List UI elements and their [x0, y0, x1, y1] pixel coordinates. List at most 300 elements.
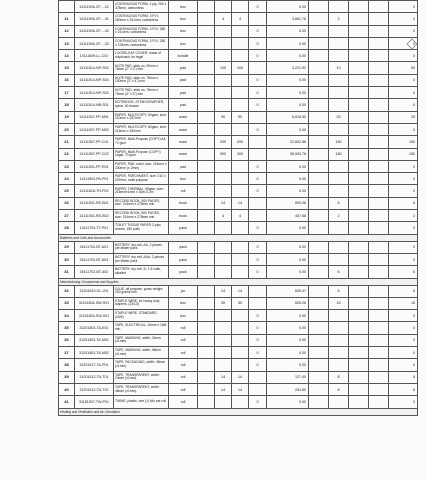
- item-number: 40: [59, 383, 75, 395]
- table-row: [59, 1, 418, 13]
- cell-col-a: [198, 285, 215, 297]
- table-row: [59, 87, 418, 99]
- cell-col-a: [198, 62, 215, 74]
- cell-col-i: [369, 111, 389, 123]
- cell-total: 6: [389, 266, 418, 278]
- cell-col-b: [215, 359, 232, 371]
- cell-col-h: [349, 197, 369, 209]
- cell-amount: 3,221.92: [267, 62, 309, 74]
- cell-amount: 609.47: [267, 285, 309, 297]
- item-unit: jar: [169, 285, 198, 297]
- table-row: [59, 322, 418, 334]
- cell-amount: 6,818.50: [267, 111, 309, 123]
- item-unit: box: [169, 310, 198, 322]
- item-code: 14111506-CF-...32: [75, 25, 114, 37]
- cell-col-a: [198, 74, 215, 86]
- cell-col-g: 8: [329, 383, 349, 395]
- item-number: 31: [59, 266, 75, 278]
- item-code: 26111702-BT-A01: [75, 241, 114, 253]
- cell-col-d: 0: [249, 173, 267, 185]
- cell-col-i: [369, 383, 389, 395]
- cell-col-d: [249, 297, 267, 309]
- cell-total: 0: [389, 310, 418, 322]
- cell-col-d: [249, 62, 267, 74]
- item-code: 14111704-TT-P01: [75, 222, 114, 234]
- cell-col-c: 300: [232, 148, 249, 160]
- item-number: 19: [59, 111, 75, 123]
- cell-amount: 0.00: [267, 310, 309, 322]
- table-row: [59, 173, 418, 185]
- item-number: 15: [59, 62, 75, 74]
- cell-col-f: [309, 62, 329, 74]
- item-unit: pad: [169, 99, 198, 111]
- cell-col-h: [349, 359, 369, 371]
- cell-col-b: 300: [215, 148, 232, 160]
- cell-col-g: [329, 37, 349, 49]
- cell-col-g: [329, 99, 349, 111]
- cell-amount: 254.80: [267, 383, 309, 395]
- item-code: 31201503-TA-E01: [75, 322, 114, 334]
- item-description: PAPER, PARCHMENT, size: 210 x 297mm, multi-purpose: [114, 173, 169, 185]
- cell-col-b: 4: [215, 13, 232, 25]
- cell-col-i: [369, 241, 389, 253]
- cell-col-h: [349, 148, 369, 160]
- item-code: 14111503-PA-P01: [75, 173, 114, 185]
- cell-col-i: [369, 136, 389, 148]
- cell-col-i: [369, 37, 389, 49]
- item-description: NOTE PAD, stick on, 76mm x 76mm (3" x 3") min: [114, 87, 169, 99]
- cell-col-h: [349, 25, 369, 37]
- cell-col-f: [309, 297, 329, 309]
- item-unit: pad: [169, 160, 198, 172]
- item-unit: ream: [169, 123, 198, 135]
- table-row: [59, 136, 418, 148]
- cell-col-f: [309, 359, 329, 371]
- item-number: 18: [59, 99, 75, 111]
- cell-total: 0: [389, 123, 418, 135]
- cell-col-f: [309, 148, 329, 160]
- cell-col-b: [215, 241, 232, 253]
- item-description: PAPER, THERMAL, 55gsm, size: 216mm±1mm x 30m-0.3m: [114, 185, 169, 197]
- cell-col-a: [198, 347, 215, 359]
- cell-col-i: [369, 322, 389, 334]
- item-description: STAPLE WIRE, STANDARD, (26/6): [114, 310, 169, 322]
- item-code: 14111514-NP-S04: [75, 74, 114, 86]
- cell-col-a: [198, 50, 215, 62]
- cell-col-g: [329, 123, 349, 135]
- item-description: NOTE PAD, stick on, 76mm x 100mm (3" x 4") min: [114, 74, 169, 86]
- cell-col-a: [198, 99, 215, 111]
- cell-col-g: [329, 160, 349, 172]
- cell-col-a: [198, 37, 215, 49]
- table-row: [59, 359, 418, 371]
- cell-col-a: [198, 371, 215, 383]
- item-description: NOTE PAD, stick on, 50mm x 76mm (2" x 3") min: [114, 62, 169, 74]
- cell-total: 0: [389, 347, 418, 359]
- cell-col-b: 14: [215, 383, 232, 395]
- item-unit: pad: [169, 87, 198, 99]
- cell-col-f: [309, 1, 329, 13]
- cell-col-g: 8: [329, 197, 349, 209]
- cell-col-c: [232, 310, 249, 322]
- cell-amount: 0.00: [267, 185, 309, 197]
- item-unit: box: [169, 37, 198, 49]
- item-number: 29: [59, 241, 75, 253]
- cell-col-b: [215, 25, 232, 37]
- cell-amount: 407.68: [267, 210, 309, 222]
- item-code: 31201512-TA-T02: [75, 383, 114, 395]
- cell-col-f: [309, 87, 329, 99]
- item-description: PAPER, Multi-Purpose (COPY) A4, 70 gsm: [114, 136, 169, 148]
- cell-total: 0: [389, 99, 418, 111]
- cell-col-a: [198, 197, 215, 209]
- item-code: 14111514-NB-S01: [75, 99, 114, 111]
- item-number: 26: [59, 197, 75, 209]
- cell-total: 0: [389, 87, 418, 99]
- cell-col-b: 14: [215, 285, 232, 297]
- table-row: [59, 371, 418, 383]
- item-code: 14111507-PP-C02: [75, 148, 114, 160]
- table-row: [59, 185, 418, 197]
- cell-col-c: [232, 160, 249, 172]
- cell-col-a: [198, 210, 215, 222]
- cell-total: 50: [389, 62, 418, 74]
- cell-total: 25: [389, 111, 418, 123]
- item-description: RECORD BOOK, 500 PAGES, size: 214mm x 278mm min: [114, 210, 169, 222]
- cell-col-g: [329, 334, 349, 346]
- item-description: CONTINUOUS FORM, 3 PLY, 280 x 241mm, carbonless: [114, 25, 169, 37]
- cell-col-c: 4: [232, 210, 249, 222]
- cell-col-c: 200: [232, 136, 249, 148]
- cell-col-i: [369, 197, 389, 209]
- cell-total: 15: [389, 297, 418, 309]
- cell-col-d: 0: [249, 396, 267, 408]
- cell-total: 0: [389, 50, 418, 62]
- cell-col-g: [329, 241, 349, 253]
- cell-amount: 0.00: [267, 222, 309, 234]
- item-code: 31201503-TA-M02: [75, 347, 114, 359]
- cell-col-g: 2: [329, 210, 349, 222]
- cell-col-f: [309, 185, 329, 197]
- item-unit: roll: [169, 371, 198, 383]
- cell-total: 8: [389, 383, 418, 395]
- cell-col-c: [232, 74, 249, 86]
- cell-amount: 0.00: [267, 160, 309, 172]
- cell-col-b: [215, 222, 232, 234]
- cell-col-i: [369, 185, 389, 197]
- cell-col-h: [349, 383, 369, 395]
- cell-col-h: [349, 160, 369, 172]
- cell-col-f: [309, 197, 329, 209]
- item-unit: roll: [169, 359, 198, 371]
- cell-col-f: [309, 383, 329, 395]
- item-unit: bundle: [169, 50, 198, 62]
- cell-col-d: 0: [249, 185, 267, 197]
- table-row: [59, 74, 418, 86]
- item-description: TAPE, MASKING, width: 24mm (±1mm): [114, 334, 169, 346]
- cell-col-d: [249, 371, 267, 383]
- cell-col-b: 30: [215, 297, 232, 309]
- cell-amount: 0.00: [267, 322, 309, 334]
- cell-col-a: [198, 266, 215, 278]
- table-row: [59, 253, 418, 265]
- table-row: [59, 148, 418, 160]
- item-code: 14111507-PP-M02: [75, 123, 114, 135]
- item-number: 38: [59, 359, 75, 371]
- cell-col-g: [329, 74, 349, 86]
- item-code: 14111506-CF-...31: [75, 13, 114, 25]
- item-description: PAPER, PAD, ruled, size: 216mm x 330mm (± 2mm): [114, 160, 169, 172]
- cell-col-h: [349, 1, 369, 13]
- cell-col-a: [198, 322, 215, 334]
- cell-col-d: 0: [249, 87, 267, 99]
- cell-amount: 0.00: [267, 87, 309, 99]
- table-row: [59, 285, 418, 297]
- cell-col-c: [232, 359, 249, 371]
- table-row: [59, 396, 418, 408]
- cell-amount: 38,993.76: [267, 148, 309, 160]
- cell-col-h: [349, 371, 369, 383]
- cell-col-a: [198, 334, 215, 346]
- cell-col-f: [309, 123, 329, 135]
- inventory-table-container: [58, 0, 417, 416]
- cell-total: 150: [389, 136, 418, 148]
- cell-col-i: [369, 253, 389, 265]
- cell-col-i: [369, 74, 389, 86]
- cell-col-f: [309, 334, 329, 346]
- cell-col-h: [349, 241, 369, 253]
- cell-col-d: [249, 197, 267, 209]
- cell-amount: 0.00: [267, 173, 309, 185]
- item-description: CONTINUOUS FORM, 3 PLY, 280mm x 241mm, carbonless: [114, 13, 169, 25]
- cell-col-a: [198, 253, 215, 265]
- cell-amount: 0.00: [267, 253, 309, 265]
- section-label: Batteries and Cells and Accessories: [59, 234, 418, 241]
- cell-col-c: 14: [232, 285, 249, 297]
- item-code: 14111531-RE-B01: [75, 197, 114, 209]
- cell-col-g: 8: [329, 371, 349, 383]
- cell-col-f: [309, 50, 329, 62]
- item-number: 37: [59, 347, 75, 359]
- cell-amount: 127.40: [267, 371, 309, 383]
- item-number: 30: [59, 253, 75, 265]
- cell-col-d: 0: [249, 1, 267, 13]
- item-code: 31201517-TA-P01: [75, 359, 114, 371]
- cell-total: 0: [389, 396, 418, 408]
- cell-col-a: [198, 148, 215, 160]
- table-body: [59, 1, 418, 416]
- item-description: GLUE, all purpose, gross weight: 200 grams min: [114, 285, 169, 297]
- cell-col-h: [349, 99, 369, 111]
- cell-col-c: [232, 87, 249, 99]
- table-row: [59, 13, 418, 25]
- cell-total: 6: [389, 197, 418, 209]
- table-row: [59, 197, 418, 209]
- item-unit: roll: [169, 383, 198, 395]
- cell-total: 0: [389, 25, 418, 37]
- section-row: [59, 408, 418, 415]
- cell-col-a: [198, 13, 215, 25]
- item-number: 21: [59, 136, 75, 148]
- cell-col-b: 30: [215, 111, 232, 123]
- cell-col-f: [309, 347, 329, 359]
- cell-col-a: [198, 359, 215, 371]
- table-row: [59, 383, 418, 395]
- item-unit: book: [169, 210, 198, 222]
- cell-col-i: [369, 396, 389, 408]
- cell-col-c: [232, 241, 249, 253]
- table-row: [59, 99, 418, 111]
- item-number: 25: [59, 185, 75, 197]
- cell-total: 0: [389, 185, 418, 197]
- cell-col-g: [329, 396, 349, 408]
- cell-col-f: [309, 396, 329, 408]
- cell-amount: 0.00: [267, 334, 309, 346]
- cell-col-b: 200: [215, 136, 232, 148]
- cell-col-h: [349, 74, 369, 86]
- cell-amount: 22,802.88: [267, 136, 309, 148]
- cell-col-b: 100: [215, 62, 232, 74]
- item-unit: roll: [169, 347, 198, 359]
- cell-col-b: 4: [215, 210, 232, 222]
- cell-amount: 0.00: [267, 359, 309, 371]
- item-number: 24: [59, 173, 75, 185]
- cell-col-b: [215, 347, 232, 359]
- item-code: 26111702-BT-A02: [75, 266, 114, 278]
- item-number: 41: [59, 396, 75, 408]
- cell-col-g: 8: [329, 285, 349, 297]
- cell-col-i: [369, 297, 389, 309]
- item-description: TAPE, PACKAGING, width: 48mm (±1mm): [114, 359, 169, 371]
- item-description: STAPLE WIRE, for heavy duty staplers, (23/13): [114, 297, 169, 309]
- cell-col-h: [349, 222, 369, 234]
- item-code: 31151507-TW-P01: [75, 396, 114, 408]
- cell-total: 0: [389, 334, 418, 346]
- cell-col-b: 14: [215, 371, 232, 383]
- cell-col-d: 0: [249, 359, 267, 371]
- cell-col-g: [329, 87, 349, 99]
- cell-col-c: [232, 123, 249, 135]
- cell-col-g: 6: [329, 266, 349, 278]
- item-code: 31201512-TA-T01: [75, 371, 114, 383]
- item-number: 14: [59, 50, 75, 62]
- item-description: TAPE, MASKING, width: 48mm (±1mm): [114, 347, 169, 359]
- cell-col-b: [215, 310, 232, 322]
- cell-col-d: 0: [249, 222, 267, 234]
- table-row: [59, 241, 418, 253]
- cell-col-c: 50: [232, 111, 249, 123]
- cell-col-i: [369, 266, 389, 278]
- item-description: BATTERY, dry cell, D, 1.5 volts, alkaline: [114, 266, 169, 278]
- cell-col-h: [349, 347, 369, 359]
- item-number: 22: [59, 148, 75, 160]
- item-description: LOOSELEAF COVER, made of chipboard, for legal: [114, 50, 169, 62]
- cell-col-i: [369, 148, 389, 160]
- cell-col-f: [309, 371, 329, 383]
- item-description: CONTINUOUS FORM, 3 PLY, 280 x 378mm, carbonless: [114, 37, 169, 49]
- item-description: NOTEBOOK, STENOGRAPHER, spiral, 40 leaves: [114, 99, 169, 111]
- cell-col-g: [329, 347, 349, 359]
- item-number: 33: [59, 297, 75, 309]
- cell-col-c: [232, 25, 249, 37]
- item-code: 14111507-PP-M01: [75, 111, 114, 123]
- cell-col-i: [369, 347, 389, 359]
- cell-col-a: [198, 241, 215, 253]
- cell-col-c: [232, 185, 249, 197]
- cell-col-c: 30: [232, 297, 249, 309]
- item-number: 11: [59, 13, 75, 25]
- cell-col-c: [232, 50, 249, 62]
- cell-col-c: 14: [232, 371, 249, 383]
- item-number: 16: [59, 74, 75, 86]
- table-row: [59, 347, 418, 359]
- cell-col-i: [369, 210, 389, 222]
- cell-col-f: [309, 266, 329, 278]
- cell-col-h: [349, 334, 369, 346]
- cell-col-f: [309, 74, 329, 86]
- cell-total: 0: [389, 322, 418, 334]
- cell-col-i: [369, 310, 389, 322]
- cell-col-f: [309, 160, 329, 172]
- cell-amount: 0.00: [267, 99, 309, 111]
- cell-col-h: [349, 62, 369, 74]
- cell-col-b: [215, 74, 232, 86]
- cell-col-i: [369, 334, 389, 346]
- cell-col-d: 0: [249, 99, 267, 111]
- item-unit: ream: [169, 111, 198, 123]
- cell-col-d: 0: [249, 253, 267, 265]
- cell-col-d: 0: [249, 50, 267, 62]
- cell-total: 0: [389, 222, 418, 234]
- cell-col-d: [249, 136, 267, 148]
- cell-amount: 0.00: [267, 1, 309, 13]
- cell-col-a: [198, 222, 215, 234]
- cell-col-d: 0: [249, 334, 267, 346]
- cell-col-g: 150: [329, 136, 349, 148]
- cell-total: 0: [389, 160, 418, 172]
- cell-col-a: [198, 87, 215, 99]
- section-row: [59, 278, 418, 285]
- cell-col-h: [349, 266, 369, 278]
- cell-col-g: [329, 50, 349, 62]
- item-number: 39: [59, 371, 75, 383]
- cell-col-h: [349, 136, 369, 148]
- cell-total: 0: [389, 241, 418, 253]
- cell-total: 0: [389, 74, 418, 86]
- cell-amount: 826.26: [267, 297, 309, 309]
- cell-amount: 3,661.76: [267, 13, 309, 25]
- item-number: 23: [59, 160, 75, 172]
- cell-col-h: [349, 322, 369, 334]
- item-number: 35: [59, 322, 75, 334]
- item-number: 32: [59, 285, 75, 297]
- cell-col-a: [198, 310, 215, 322]
- item-description: BATTERY, dry cell, AAA, 2 pieces per blister pack: [114, 253, 169, 265]
- cell-col-h: [349, 50, 369, 62]
- item-unit: pad: [169, 62, 198, 74]
- cell-total: 8: [389, 371, 418, 383]
- cell-col-b: [215, 173, 232, 185]
- cell-total: 0: [389, 1, 418, 13]
- item-number: 20: [59, 123, 75, 135]
- item-code: 31151804-SW-H01: [75, 297, 114, 309]
- cell-col-b: [215, 396, 232, 408]
- cell-col-f: [309, 210, 329, 222]
- cell-col-g: 150: [329, 148, 349, 160]
- cell-col-f: [309, 222, 329, 234]
- cell-col-d: 0: [249, 37, 267, 49]
- table-row: [59, 222, 418, 234]
